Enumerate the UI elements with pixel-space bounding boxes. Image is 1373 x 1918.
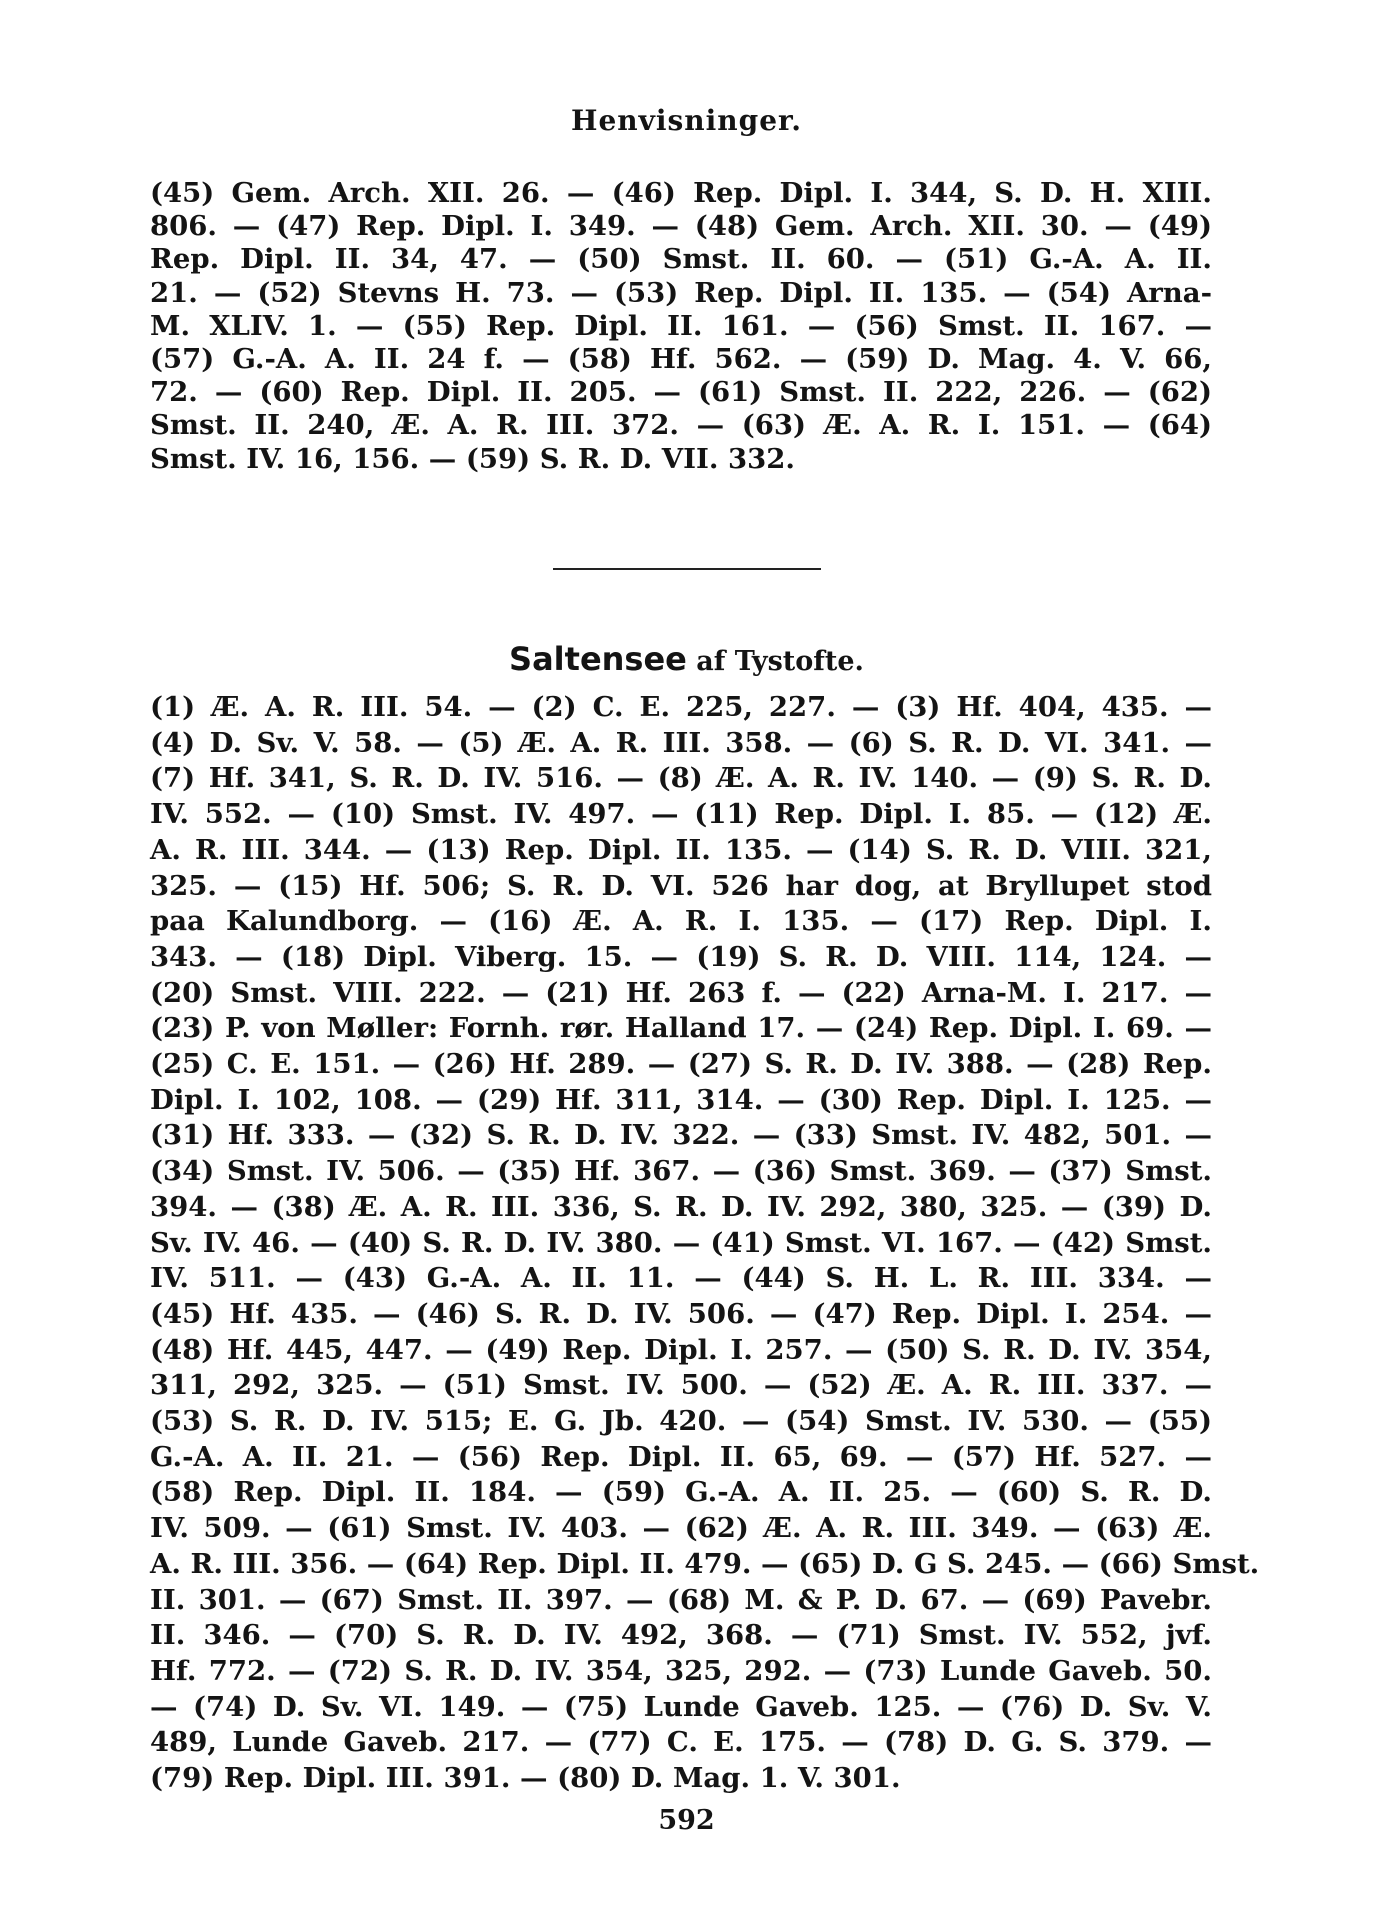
reference-line: (7) Hf. 341, S. R. D. IV. 516. — (8) Æ. A. R. IV. 140. — (9) S. R. D.	[150, 762, 1212, 795]
reference-line: (4) D. Sv. V. 58. — (5) Æ. A. R. III. 358. — (6) S. R. D. VI. 341. —	[150, 726, 1212, 759]
reference-line: IV. 511. — (43) G.-A. A. II. 11. — (44) S. H. L. R. III. 334. —	[150, 1262, 1212, 1295]
reference-line: 343. — (18) Dipl. Viberg. 15. — (19) S. R. D. VIII. 114, 124. —	[150, 940, 1212, 973]
reference-line: 325. — (15) Hf. 506; S. R. D. VI. 526 har dog, at Bryllupet stod	[150, 869, 1212, 902]
reference-line: IV. 509. — (61) Smst. IV. 403. — (62) Æ. A. R. III. 349. — (63) Æ.	[150, 1512, 1212, 1545]
reference-line: Smst. IV. 16, 156. — (59) S. R. D. VII. 332.	[150, 442, 795, 475]
reference-line: IV. 552. — (10) Smst. IV. 497. — (11) Rep. Dipl. I. 85. — (12) Æ.	[150, 798, 1212, 831]
reference-line: (53) S. R. D. IV. 515; E. G. Jb. 420. — (54) Smst. IV. 530. — (55)	[150, 1405, 1212, 1438]
reference-line: (25) C. E. 151. — (26) Hf. 289. — (27) S. R. D. IV. 388. — (28) Rep.	[150, 1048, 1212, 1081]
reference-line: (58) Rep. Dipl. II. 184. — (59) G.-A. A. II. 25. — (60) S. R. D.	[150, 1476, 1212, 1509]
reference-line: Dipl. I. 102, 108. — (29) Hf. 311, 314. — (30) Rep. Dipl. I. 125. —	[150, 1083, 1212, 1116]
reference-line: (57) G.-A. A. II. 24 f. — (58) Hf. 562. — (59) D. Mag. 4. V. 66,	[150, 343, 1212, 376]
reference-line: Sv. IV. 46. — (40) S. R. D. IV. 380. — (41) Smst. VI. 167. — (42) Smst.	[150, 1226, 1212, 1259]
page-number: 592	[658, 1805, 715, 1836]
running-head: Henvisninger.	[571, 104, 802, 137]
reference-line: 21. — (52) Stevns H. 73. — (53) Rep. Dipl. II. 135. — (54) Arna-	[150, 276, 1212, 309]
reference-line: paa Kalundborg. — (16) Æ. A. R. I. 135. — (17) Rep. Dipl. I.	[150, 905, 1212, 938]
reference-line: M. XLIV. 1. — (55) Rep. Dipl. II. 161. — (56) Smst. II. 167. —	[150, 309, 1212, 342]
references-block-saltensee	[150, 690, 1260, 1797]
reference-line: (34) Smst. IV. 506. — (35) Hf. 367. — (36) Smst. 369. — (37) Smst.	[150, 1155, 1212, 1188]
reference-line: (79) Rep. Dipl. III. 391. — (80) D. Mag. 1. V. 301.	[150, 1762, 901, 1795]
reference-line: (48) Hf. 445, 447. — (49) Rep. Dipl. I. 257. — (50) S. R. D. IV. 354,	[150, 1333, 1212, 1366]
reference-line: 489, Lunde Gaveb. 217. — (77) C. E. 175. — (78) D. G. S. 379. —	[150, 1726, 1212, 1759]
reference-line: G.-A. A. II. 21. — (56) Rep. Dipl. II. 65, 69. — (57) Hf. 527. —	[150, 1440, 1212, 1473]
reference-line: 806. — (47) Rep. Dipl. I. 349. — (48) Gem. Arch. XII. 30. — (49)	[150, 210, 1212, 243]
reference-line: (31) Hf. 333. — (32) S. R. D. IV. 322. — (33) Smst. IV. 482, 501. —	[150, 1119, 1212, 1152]
reference-line: (20) Smst. VIII. 222. — (21) Hf. 263 f. — (22) Arna-M. I. 217. —	[150, 976, 1212, 1009]
section-title-name: Saltensee	[509, 640, 687, 678]
reference-line: Hf. 772. — (72) S. R. D. IV. 354, 325, 292. — (73) Lunde Gaveb. 50.	[150, 1654, 1212, 1687]
reference-line: 72. — (60) Rep. Dipl. II. 205. — (61) Smst. II. 222, 226. — (62)	[150, 376, 1212, 409]
reference-line: Rep. Dipl. II. 34, 47. — (50) Smst. II. 60. — (51) G.-A. A. II.	[150, 243, 1212, 276]
reference-line: Smst. II. 240, Æ. A. R. III. 372. — (63) Æ. A. R. I. 151. — (64)	[150, 409, 1212, 442]
reference-line: 394. — (38) Æ. A. R. III. 336, S. R. D. IV. 292, 380, 325. — (39) D.	[150, 1190, 1212, 1223]
section-title-suffix: af Tystofte.	[686, 646, 864, 677]
reference-line: A. R. III. 344. — (13) Rep. Dipl. II. 135. — (14) S. R. D. VIII. 321,	[150, 833, 1212, 866]
reference-line: 311, 292, 325. — (51) Smst. IV. 500. — (52) Æ. A. R. III. 337. —	[150, 1369, 1212, 1402]
section-title	[0, 640, 1373, 678]
reference-line: II. 301. — (67) Smst. II. 397. — (68) M. & P. D. 67. — (69) Pavebr.	[150, 1583, 1212, 1616]
reference-line: — (74) D. Sv. VI. 149. — (75) Lunde Gaveb. 125. — (76) D. Sv. V.	[150, 1690, 1212, 1723]
reference-line: (1) Æ. A. R. III. 54. — (2) C. E. 225, 227. — (3) Hf. 404, 435. —	[150, 691, 1212, 723]
reference-line: II. 346. — (70) S. R. D. IV. 492, 368. — (71) Smst. IV. 552, jvf.	[150, 1619, 1212, 1652]
references-block-henvisninger	[150, 177, 1212, 476]
reference-line: A. R. III. 356. — (64) Rep. Dipl. II. 479. — (65) D. G S. 245. — (66) Smst.	[150, 1547, 1260, 1580]
reference-line: (23) P. von Møller: Fornh. rør. Halland 17. — (24) Rep. Dipl. I. 69. —	[150, 1012, 1212, 1045]
reference-line: (45) Hf. 435. — (46) S. R. D. IV. 506. — (47) Rep. Dipl. I. 254. —	[150, 1297, 1212, 1330]
reference-line: (45) Gem. Arch. XII. 26. — (46) Rep. Dipl. I. 344, S. D. H. XIII.	[150, 177, 1212, 209]
section-divider	[553, 568, 821, 570]
